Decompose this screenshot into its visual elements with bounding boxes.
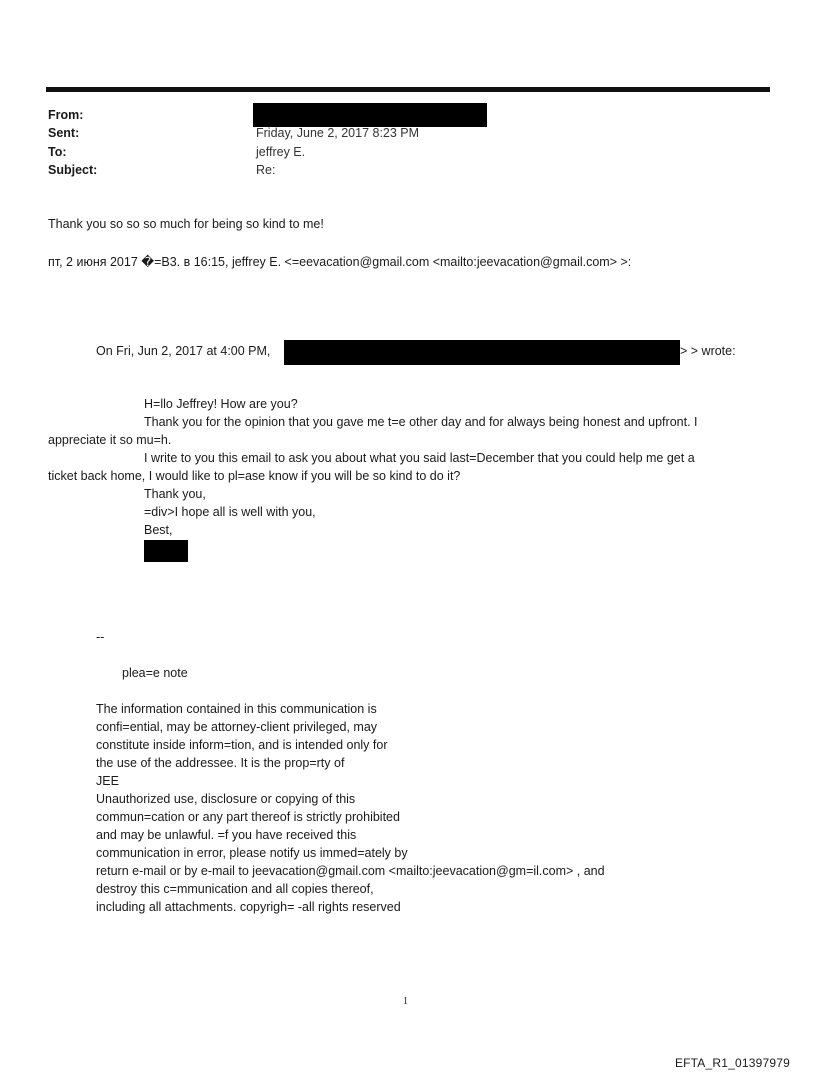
greeting: H=llo Jeffrey! How are you? [144, 397, 298, 411]
subject-label: Subject: [48, 163, 98, 177]
on-line-suffix: > > wrote: [680, 344, 736, 358]
on-line-prefix: On Fri, Jun 2, 2017 at 4:00 PM, [96, 344, 271, 358]
disclaimer-line: commun=cation or any part thereof is strictly prohibited [96, 810, 400, 824]
disclaimer-line: The information contained in this communication is [96, 702, 377, 716]
quoted-header: пт, 2 июня 2017 �=B3. в 16:15, jeffrey E. <=eevacation@gmail.com <mailto:jeevacation@gmail.com> >: [48, 255, 632, 269]
document-id: EFTA_R1_01397979 [674, 1056, 790, 1070]
signature-dashes: -- [96, 630, 105, 644]
redacted-quoted-sender [284, 340, 680, 365]
para2-line2: ticket back home, I would like to pl=ase know if you will be so kind to do it? [48, 469, 461, 483]
para2-line1: I write to you this email to ask you about what you said last=December that you could help me get a [144, 451, 695, 465]
disclaimer-line: Unauthorized use, disclosure or copying of this [96, 792, 356, 806]
thanks-line: Thank you so so so much for being so kind to me! [48, 217, 324, 231]
to-value: jeffrey E. [256, 145, 306, 159]
signature-note: plea=e note [122, 666, 188, 680]
disclaimer-line: constitute inside inform=tion, and is intended only for [96, 738, 388, 752]
disclaimer-line: and may be unlawful. =f you have received this [96, 828, 357, 842]
best-line: Best, [144, 523, 173, 537]
redacted-signature-name [144, 540, 188, 562]
subject-value: Re: [256, 163, 276, 177]
para1-line2: appreciate it so mu=h. [48, 433, 172, 447]
disclaimer-line: return e-mail or by e-mail to jeevacation@gmail.com <mailto:jeevacation@gm=il.com> , and [96, 864, 605, 878]
to-label: To: [48, 145, 67, 159]
sent-value: Friday, June 2, 2017 8:23 PM [256, 126, 420, 140]
disclaimer-line: JEE [96, 774, 119, 788]
redacted-sender [253, 103, 487, 127]
page-number: 1 [403, 996, 408, 1007]
para1-line1: Thank you for the opinion that you gave me t=e other day and for always being honest and upfront. I [144, 415, 698, 429]
disclaimer-line: confi=ential, may be attorney-client privileged, may [96, 720, 378, 734]
disclaimer-line: the use of the addressee. It is the prop=rty of [96, 756, 345, 770]
sent-label: Sent: [48, 126, 80, 140]
disclaimer-line: including all attachments. copyrigh= -all rights reserved [96, 900, 401, 914]
thank-you: Thank you, [144, 487, 206, 501]
header-rule [46, 87, 770, 92]
hope-line: =div>I hope all is well with you, [144, 505, 316, 519]
disclaimer-line: communication in error, please notify us immed=ately by [96, 846, 408, 860]
disclaimer-line: destroy this c=mmunication and all copies thereof, [96, 882, 374, 896]
from-label: From: [48, 108, 84, 122]
